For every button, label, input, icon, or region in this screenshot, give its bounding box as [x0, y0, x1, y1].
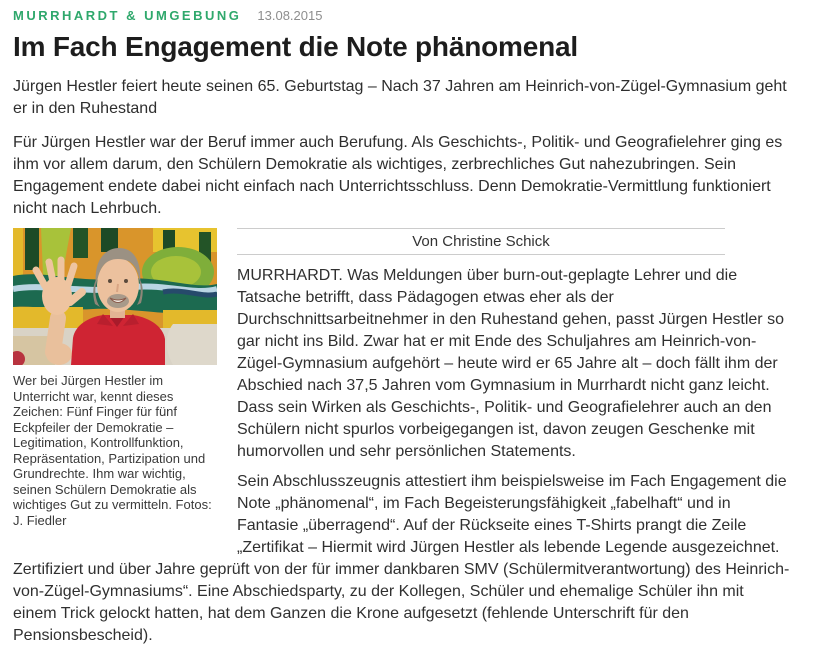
article-photo-illustration [13, 228, 217, 365]
section-header [13, 8, 791, 24]
publish-date: 13.08.2015 [257, 8, 323, 23]
article-paragraph: Sein Abschlusszeugnis attestiert ihm beispielsweise im Fach Engagement die Note „phänomenal“, im Fach Begeisterungsfähigkeit „fabelhaft“ und in Fantasie „überragend“. Auf der Rückseite eines T-Shirts prangt die Zeile „Zertifikat – Hiermit wird Jürgen Hestler als lebende Legende ausgezeichnet. Zertifiziert und über Jahre geprüft von der für immer dankbaren SMV (Schülermitverantwortung) des Heinrich-von-Zügel-Gymnasiums“. Eine Abschiedsparty, zu der Kollegen, Schüler und ehemalige Schüler ihn mit einem Trick gelockt hatten, hat dem Ganzen die Krone aufgesetzt (fehlende Unterschrift für den Pensionsbescheid). [13, 473, 790, 644]
photo-caption: Wer bei Jürgen Hestler im Unterricht war, kennt dieses Zeichen: Fünf Finger für fünf Eckpfeiler der Demokratie – Legitimation, Kontrollfunktion, Repräsentation, Partizipation und Grundrechte. Ihm war wichtig, seinen Schülern Demokratie als wichtiges Gut zu vermitteln. Fotos: J. Fiedler [13, 373, 212, 528]
byline: Von Christine Schick [237, 228, 725, 255]
article-photo [13, 228, 217, 548]
section-link[interactable]: MURRHARDT & UMGEBUNG [13, 8, 242, 23]
article-body [13, 228, 791, 647]
article-headline: Im Fach Engagement die Note phänomenal [13, 31, 578, 62]
article-lead: Für Jürgen Hestler war der Beruf immer auch Berufung. Als Geschichts-, Politik- und Geografielehrer ging es ihm vor allem darum, den Schülern Demokratie als wichtiges, zerbrechliches Gut nahezubringen. Sein Engagement endete dabei nicht einfach nach Unterrichtsschluss. Denn Demokratie-Vermittlung funktioniert nicht nach Lehrbuch. [13, 134, 783, 217]
article-paragraph: MURRHARDT. Was Meldungen über burn-out-geplagte Lehrer und die Tatsache betrifft, dass Pädagogen etwas eher als der Durchschnittsarbeitnehmer in den Ruhestand gehen, passt Jürgen Hestler so gar nicht ins Bild. Zwar hat er mit Ende des Schuljahres am Heinrich-von-Zügel-Gymnasium aufgehört – heute wird er 65 Jahre alt – doch fällt ihm der Abschied nach 37,5 Jahren vom Gymnasium in Murrhardt nicht ganz leicht. Dass sein Wirken als Geschichts-, Politik- und Geografielehrer auch an den Schülern nicht spurlos vorbeigegangen ist, davon zeugen Geschenke mit humorvollen und sehr persönlichen Statements. [237, 267, 784, 460]
article-subheadline: Jürgen Hestler feiert heute seinen 65. Geburtstag – Nach 37 Jahren am Heinrich-von-Zügel-Gymnasium geht er in den Ruhestand [13, 78, 787, 117]
